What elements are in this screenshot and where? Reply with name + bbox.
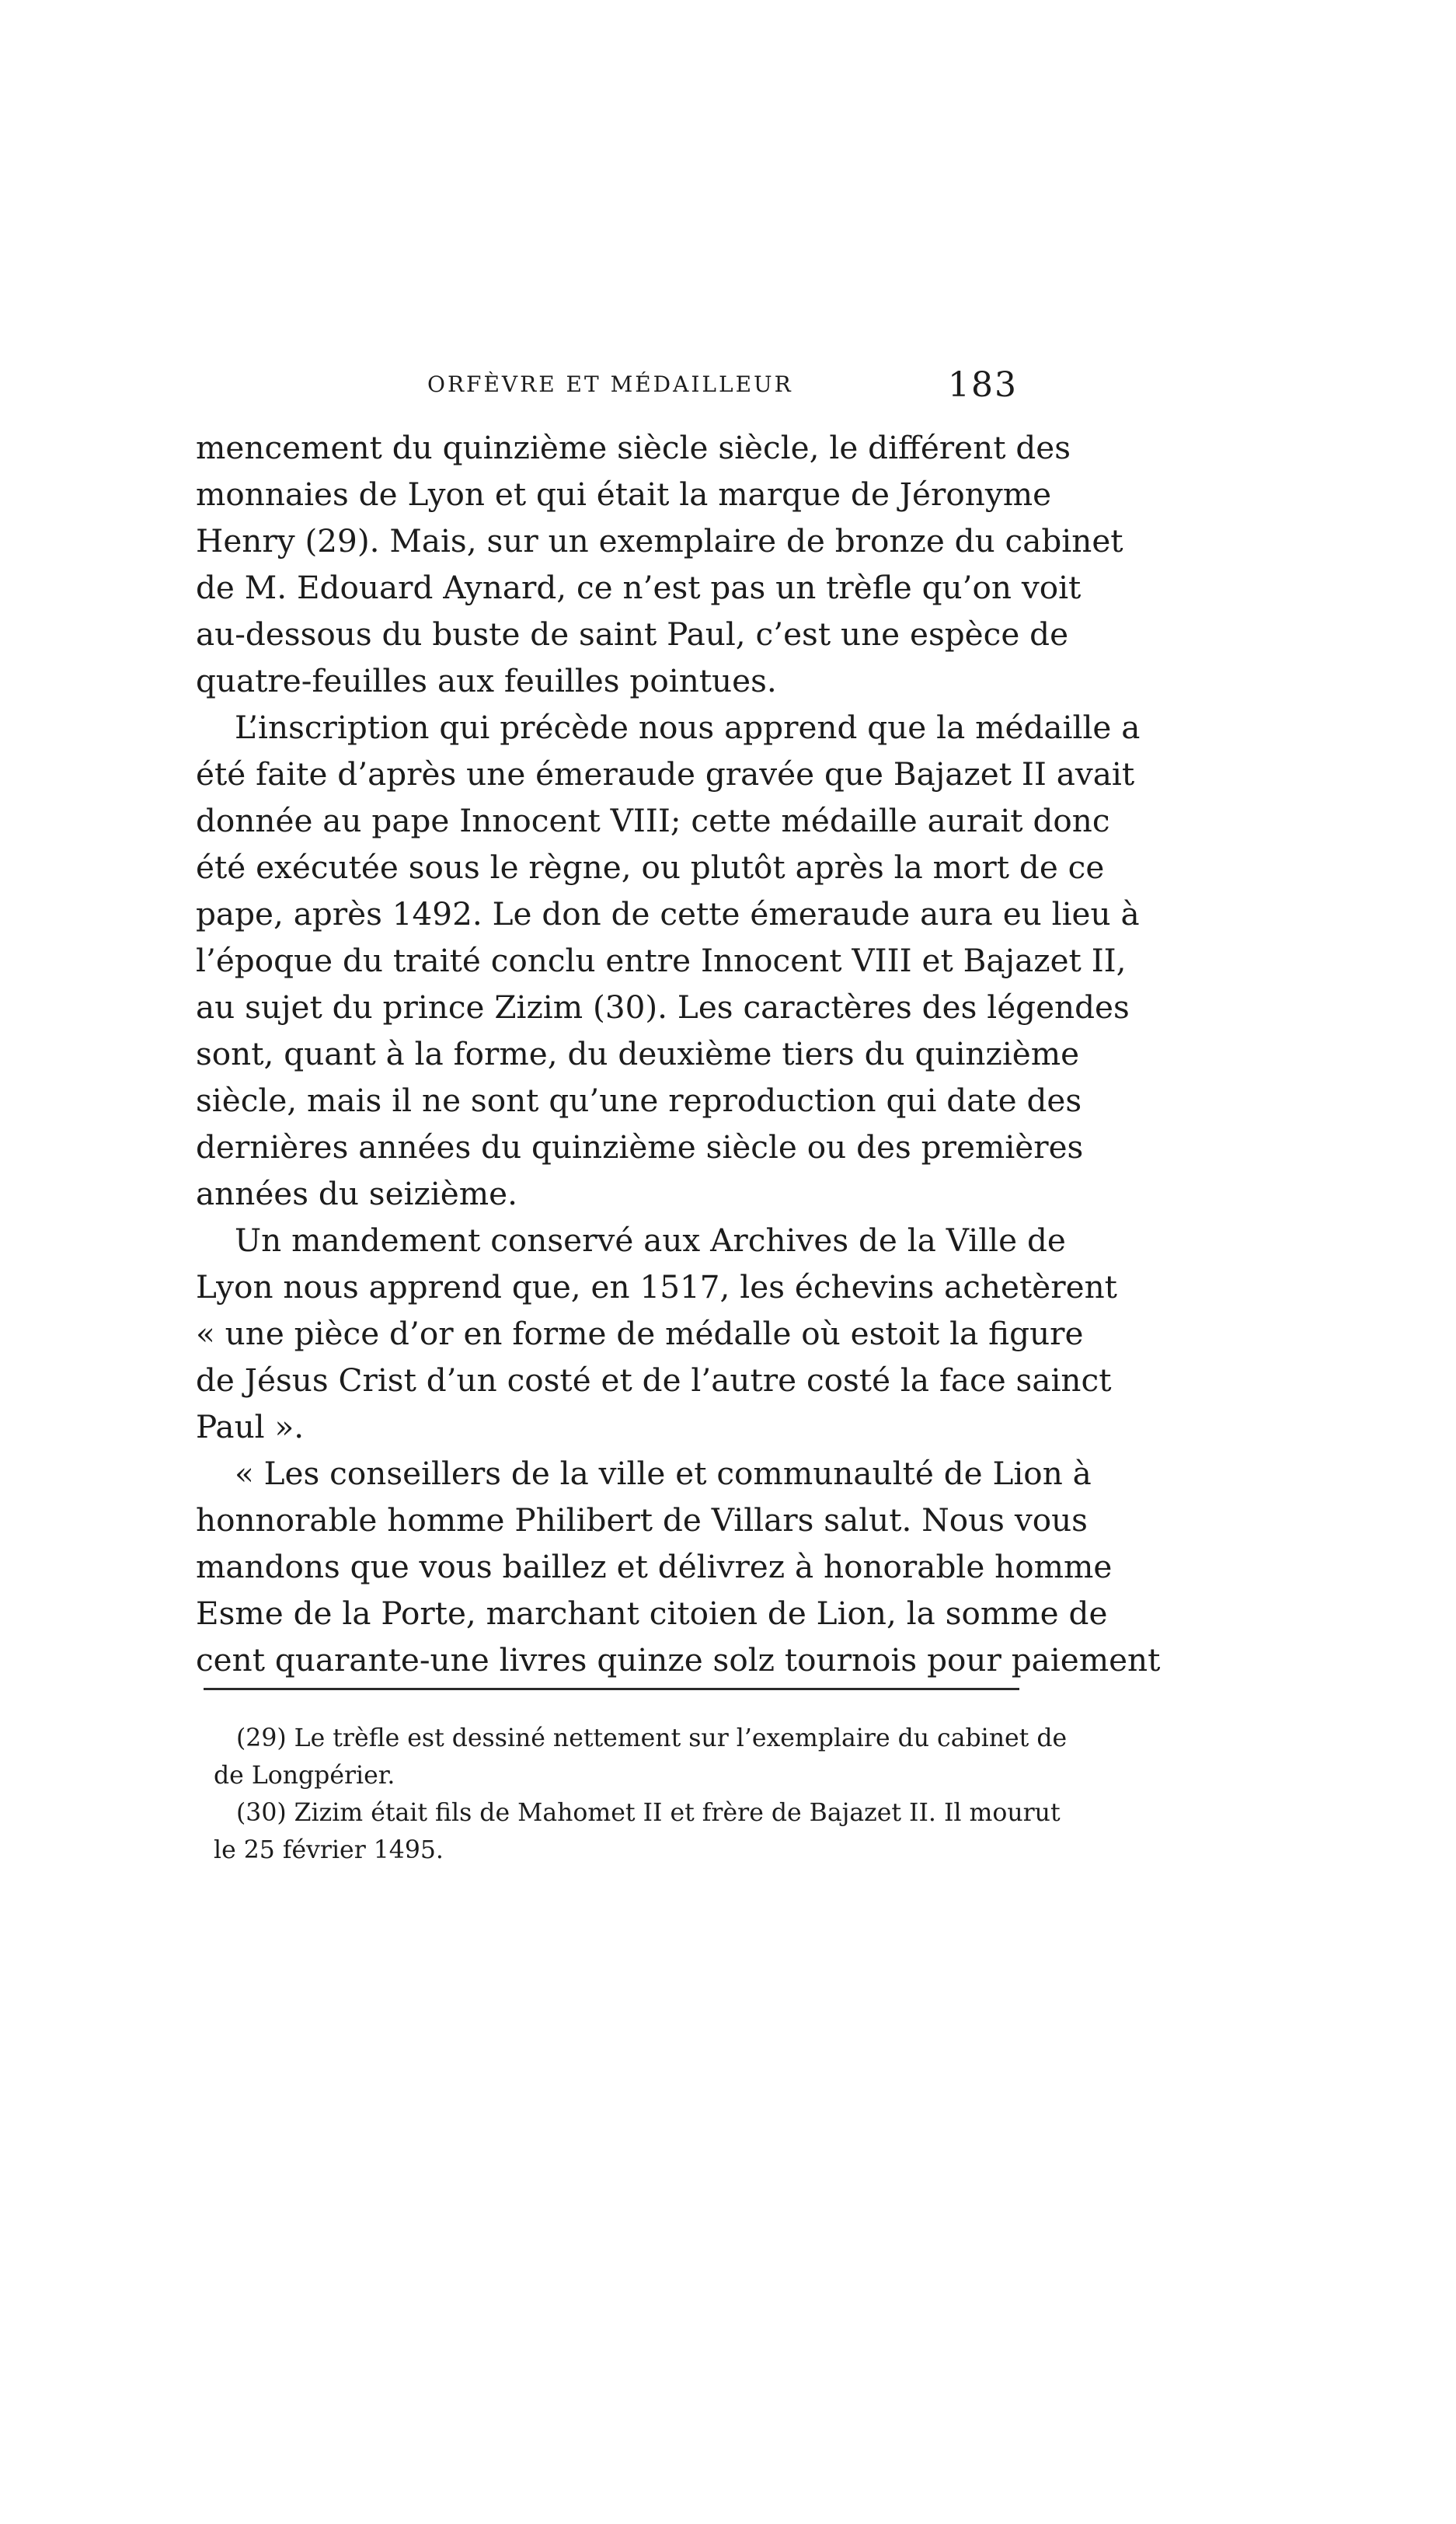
text-line: siècle, mais il ne sont qu’une reproduction qui date des — [196, 1082, 1082, 1119]
text-line: au sujet du prince Zizim (30). Les caractères des légendes — [196, 988, 1130, 1026]
text-line: quatre-feuilles aux feuilles pointues. — [196, 662, 777, 699]
footnote-line: (30) Zizim était fils de Mahomet II et frère de Bajazet II. Il mourut — [236, 1799, 1061, 1827]
text-line: été exécutée sous le règne, ou plutôt après la mort de ce — [196, 849, 1105, 886]
text-line: pape, après 1492. Le don de cette émeraude aura eu lieu à — [196, 895, 1140, 933]
text-line: Un mandement conservé aux Archives de la Ville de — [235, 1222, 1066, 1259]
page-number: 183 — [948, 365, 1018, 405]
text-line: de M. Edouard Aynard, ce n’est pas un trèfle qu’on voit — [196, 569, 1082, 606]
text-line: mencement du quinzième siècle siècle, le différent des — [196, 429, 1071, 466]
text-line: cent quarante-une livres quinze solz tournois pour paiement — [196, 1641, 1161, 1679]
text-line: donnée au pape Innocent VIII; cette médaille aurait donc — [196, 802, 1110, 839]
text-line: honnorable homme Philibert de Villars salut. Nous vous — [196, 1501, 1088, 1539]
paragraph — [196, 1217, 1117, 1450]
text-line: Henry (29). Mais, sur un exemplaire de bronze du cabinet — [196, 522, 1123, 560]
paragraph — [196, 704, 1141, 1217]
footnote-line: le 25 février 1495. — [214, 1836, 444, 1864]
text-line: l’époque du traité conclu entre Innocent VIII et Bajazet II, — [196, 942, 1127, 979]
footnote — [210, 1794, 1061, 1869]
text-line: de Jésus Crist d’un costé et de l’autre costé la face sainct — [196, 1361, 1112, 1399]
text-line: mandons que vous baillez et délivrez à honorable homme — [196, 1548, 1113, 1585]
text-line: Esme de la Porte, marchant citoien de Lion, la somme de — [196, 1595, 1108, 1632]
footnote-divider — [204, 1688, 1019, 1690]
body-text — [196, 424, 1161, 1683]
text-line: « Les conseillers de la ville et communaulté de Lion à — [235, 1455, 1092, 1492]
paragraph — [196, 424, 1123, 704]
text-line: au-dessous du buste de saint Paul, c’est une espèce de — [196, 615, 1069, 653]
text-line: été faite d’après une émeraude gravée que Bajazet II avait — [196, 755, 1135, 793]
text-line: « une pièce d’or en forme de médalle où estoit la figure — [196, 1315, 1084, 1352]
footnote-line: de Longpérier. — [214, 1762, 395, 1790]
text-line: monnaies de Lyon et qui était la marque de Jéronyme — [196, 476, 1052, 513]
text-line: sont, quant à la forme, du deuxième tiers du quinzième — [196, 1035, 1080, 1072]
text-line: L’inscription qui précède nous apprend que la médaille a — [235, 709, 1141, 746]
text-line: années du seizième. — [196, 1175, 517, 1212]
running-title: ORFÈVRE ET MÉDAILLEUR — [427, 371, 793, 397]
footnotes — [210, 1720, 1068, 1869]
footnote — [210, 1720, 1068, 1794]
text-line: Paul ». — [196, 1408, 305, 1445]
footnote-line: (29) Le trèfle est dessiné nettement sur l’exemplaire du cabinet de — [236, 1724, 1068, 1752]
running-head — [427, 365, 1018, 412]
text-line: Lyon nous apprend que, en 1517, les échevins achetèrent — [196, 1268, 1117, 1306]
text-line: dernières années du quinzième siècle ou des premières — [196, 1128, 1084, 1166]
paragraph — [196, 1450, 1161, 1683]
